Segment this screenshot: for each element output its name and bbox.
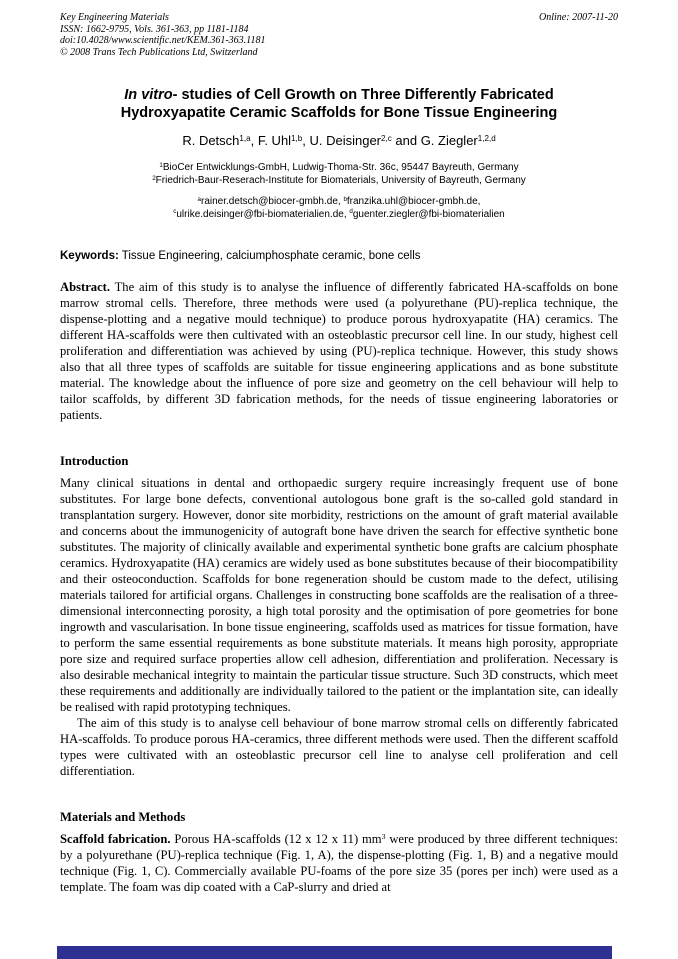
author — [182, 133, 250, 148]
author-list — [60, 133, 618, 149]
journal-header-left — [60, 12, 265, 58]
title-rest-line-1: - studies of Cell Growth on Three Differently Fabricated — [172, 87, 554, 103]
author-separator: and — [391, 133, 421, 148]
keywords-text: Tissue Engineering, calciumphosphate ceramic, bone cells — [118, 250, 421, 262]
affiliation-2 — [60, 174, 618, 187]
author-name: R. Detsch — [182, 133, 240, 148]
email-line-2 — [60, 209, 618, 222]
affiliation-text: BioCer Entwicklungs-GmbH, Ludwig-Thoma-Str. 36c, 95447 Bayreuth, Germany — [162, 162, 519, 173]
methods-lead: Scaffold fabrication. — [60, 832, 171, 846]
online-date: Online: 2007-11-20 — [539, 12, 618, 23]
affiliation-list — [60, 161, 618, 187]
author-affil-marks: 2,c — [381, 133, 392, 143]
methods-superscript: 3 — [381, 831, 386, 841]
email-mark: b — [343, 195, 347, 203]
issn-line: ISSN: 1662-9795, Vols. 361-363, pp 1181-1184 — [60, 23, 249, 35]
author-affil-marks: 1,2,d — [477, 133, 496, 143]
journal-header — [60, 12, 618, 58]
abstract-label: Abstract. — [60, 280, 111, 294]
author-separator: , — [250, 133, 258, 148]
affiliation-1 — [60, 161, 618, 174]
email-list — [60, 196, 618, 221]
author-separator: , — [302, 133, 310, 148]
copyright-line: © 2008 Trans Tech Publications Ltd, Switzerland — [60, 46, 258, 58]
email-address: rainer.detsch@biocer-gmbh.de, — [200, 196, 344, 207]
author-name: U. Deisinger — [309, 133, 382, 148]
author-affil-marks: 1,b — [291, 133, 303, 143]
author-affil-marks: 1,a — [239, 133, 251, 143]
section-heading-materials-methods: Materials and Methods — [60, 810, 186, 824]
keywords-label: Keywords: — [60, 250, 119, 262]
email-mark: d — [349, 208, 353, 216]
keywords-line — [60, 249, 618, 263]
doi-line: doi:10.4028/www.scientific.net/KEM.361-363.1181 — [60, 35, 266, 46]
email-address: franzika.uhl@biocer-gmbh.de, — [346, 196, 481, 207]
paper-title-line-1 — [60, 86, 618, 104]
paper-title — [60, 86, 618, 122]
abstract-text: The aim of this study is to analyse the influence of differently fabricated HA-scaffolds on bone marrow stromal cells. Therefore, three methods were used (a polyurethane (PU)-replica technique, the dispense-plotting and a negative mould technique) to produce porous hydroxyapatite (HA) ceramics. The different HA-scaffolds were then cultivated with an osteoblastic precursor cell line. In our study, highest cell proliferation and differentiation was achieved by using (PU)-replica technique. However, this study shows also that all three types of scaffolds are suitable for tissue engineering applications and as bone substitute material. The knowledge about the influence of pore size and geometry on the cell behaviour will help to tailor scaffolds, by different 3D fabrication methods, for the needs of tissue engineering laboratories or patients. — [60, 280, 618, 422]
email-line-1 — [60, 196, 618, 209]
methods-text-before-sup: Porous HA-scaffolds (12 x 12 x 11) mm — [170, 832, 382, 846]
section-heading-introduction: Introduction — [60, 454, 129, 468]
author-name: G. Ziegler — [420, 133, 478, 148]
affiliation-text: Friedrich-Baur-Reserach-Institute for Biomaterials, University of Bayreuth, Germany — [155, 175, 526, 186]
author — [421, 133, 496, 148]
introduction-paragraph-2: The aim of this study is to analyse cell behaviour of bone marrow stromal cells on differently fabricated HA-scaffolds. To produce porous HA-ceramics, three different methods were used. Then the different scaffold types were cultivated with an osteoblastic precursor cell line to analyse cell proliferation and cell differentiation. — [60, 716, 618, 778]
methods-text-after-sup: were produced by three different techniques: by a polyurethane (PU)-replica technique (Fig. 1, A), the dispense-plotting (Fig. 1, B) and a negative mould technique (Fig. 1, C). Commercially available PU-foams of the pore size 35 (pores per inch) were used as a template. The foam was dip coated with a CaP-slurry and dried at — [60, 832, 618, 894]
email-address: guenter.ziegler@fbi-biomaterialien — [352, 208, 505, 220]
author — [309, 133, 391, 148]
abstract-paragraph — [60, 279, 618, 423]
author — [258, 133, 302, 148]
email-address: ulrike.deisinger@fbi-biomaterialien.de, — [176, 208, 350, 220]
methods-paragraph — [60, 831, 618, 895]
affiliation-mark: 1 — [159, 161, 163, 169]
journal-name: Key Engineering Materials — [60, 12, 169, 23]
paper-title-line-2: Hydroxyapatite Ceramic Scaffolds for Bone Tissue Engineering — [120, 105, 558, 121]
affiliation-mark: 2 — [152, 174, 156, 182]
author-name: F. Uhl — [257, 133, 292, 148]
email-mark: a — [197, 195, 201, 203]
title-italic-part: In vitro — [124, 87, 173, 103]
footer-license-bar — [57, 946, 612, 959]
introduction-paragraph-1: Many clinical situations in dental and orthopaedic surgery require increasingly frequent use of bone substitutes. For large bone defects, conventional autologous bone graft is the so-called gold standard in transplantation surgery. However, donor site morbidity, restrictions on the amount of graft material available and concerns about the immunogenicity of autograft bone have driven the search for effective synthetic bone substitutes. The majority of clinically available and experimental synthetic bone grafts are calcium phosphate ceramics. Hydroxyapatite (HA) ceramics are widely used as bone substitutes because of their biocompatibility and their osteoconduction. Scaffolds for bone regeneration should be custom made to the defect, utilising materials tailored for artificial organs. Challenges in constructing bone scaffolds are the realisation of a three-dimensional interconnecting porosity, a high total porosity and the optimisation of pore geometries for bone ingrowth and vascularisation. In bone tissue engineering, scaffolds used as matrices for tissue formation, have to perform the same essential requirements as bone substitute materials. It means high porosity, appropriate pore size and required surface properties allow cell adhesion, differentiation and proliferation. Necessary is also desirable mechanical integrity to maintain the particular tissue structure. Such 3D constructs, which meet these requirements and additionally are individually tailored to the patient or the implantation site, can ideally be realised with rapid prototyping techniques. — [60, 476, 618, 714]
email-mark: c — [173, 208, 177, 216]
